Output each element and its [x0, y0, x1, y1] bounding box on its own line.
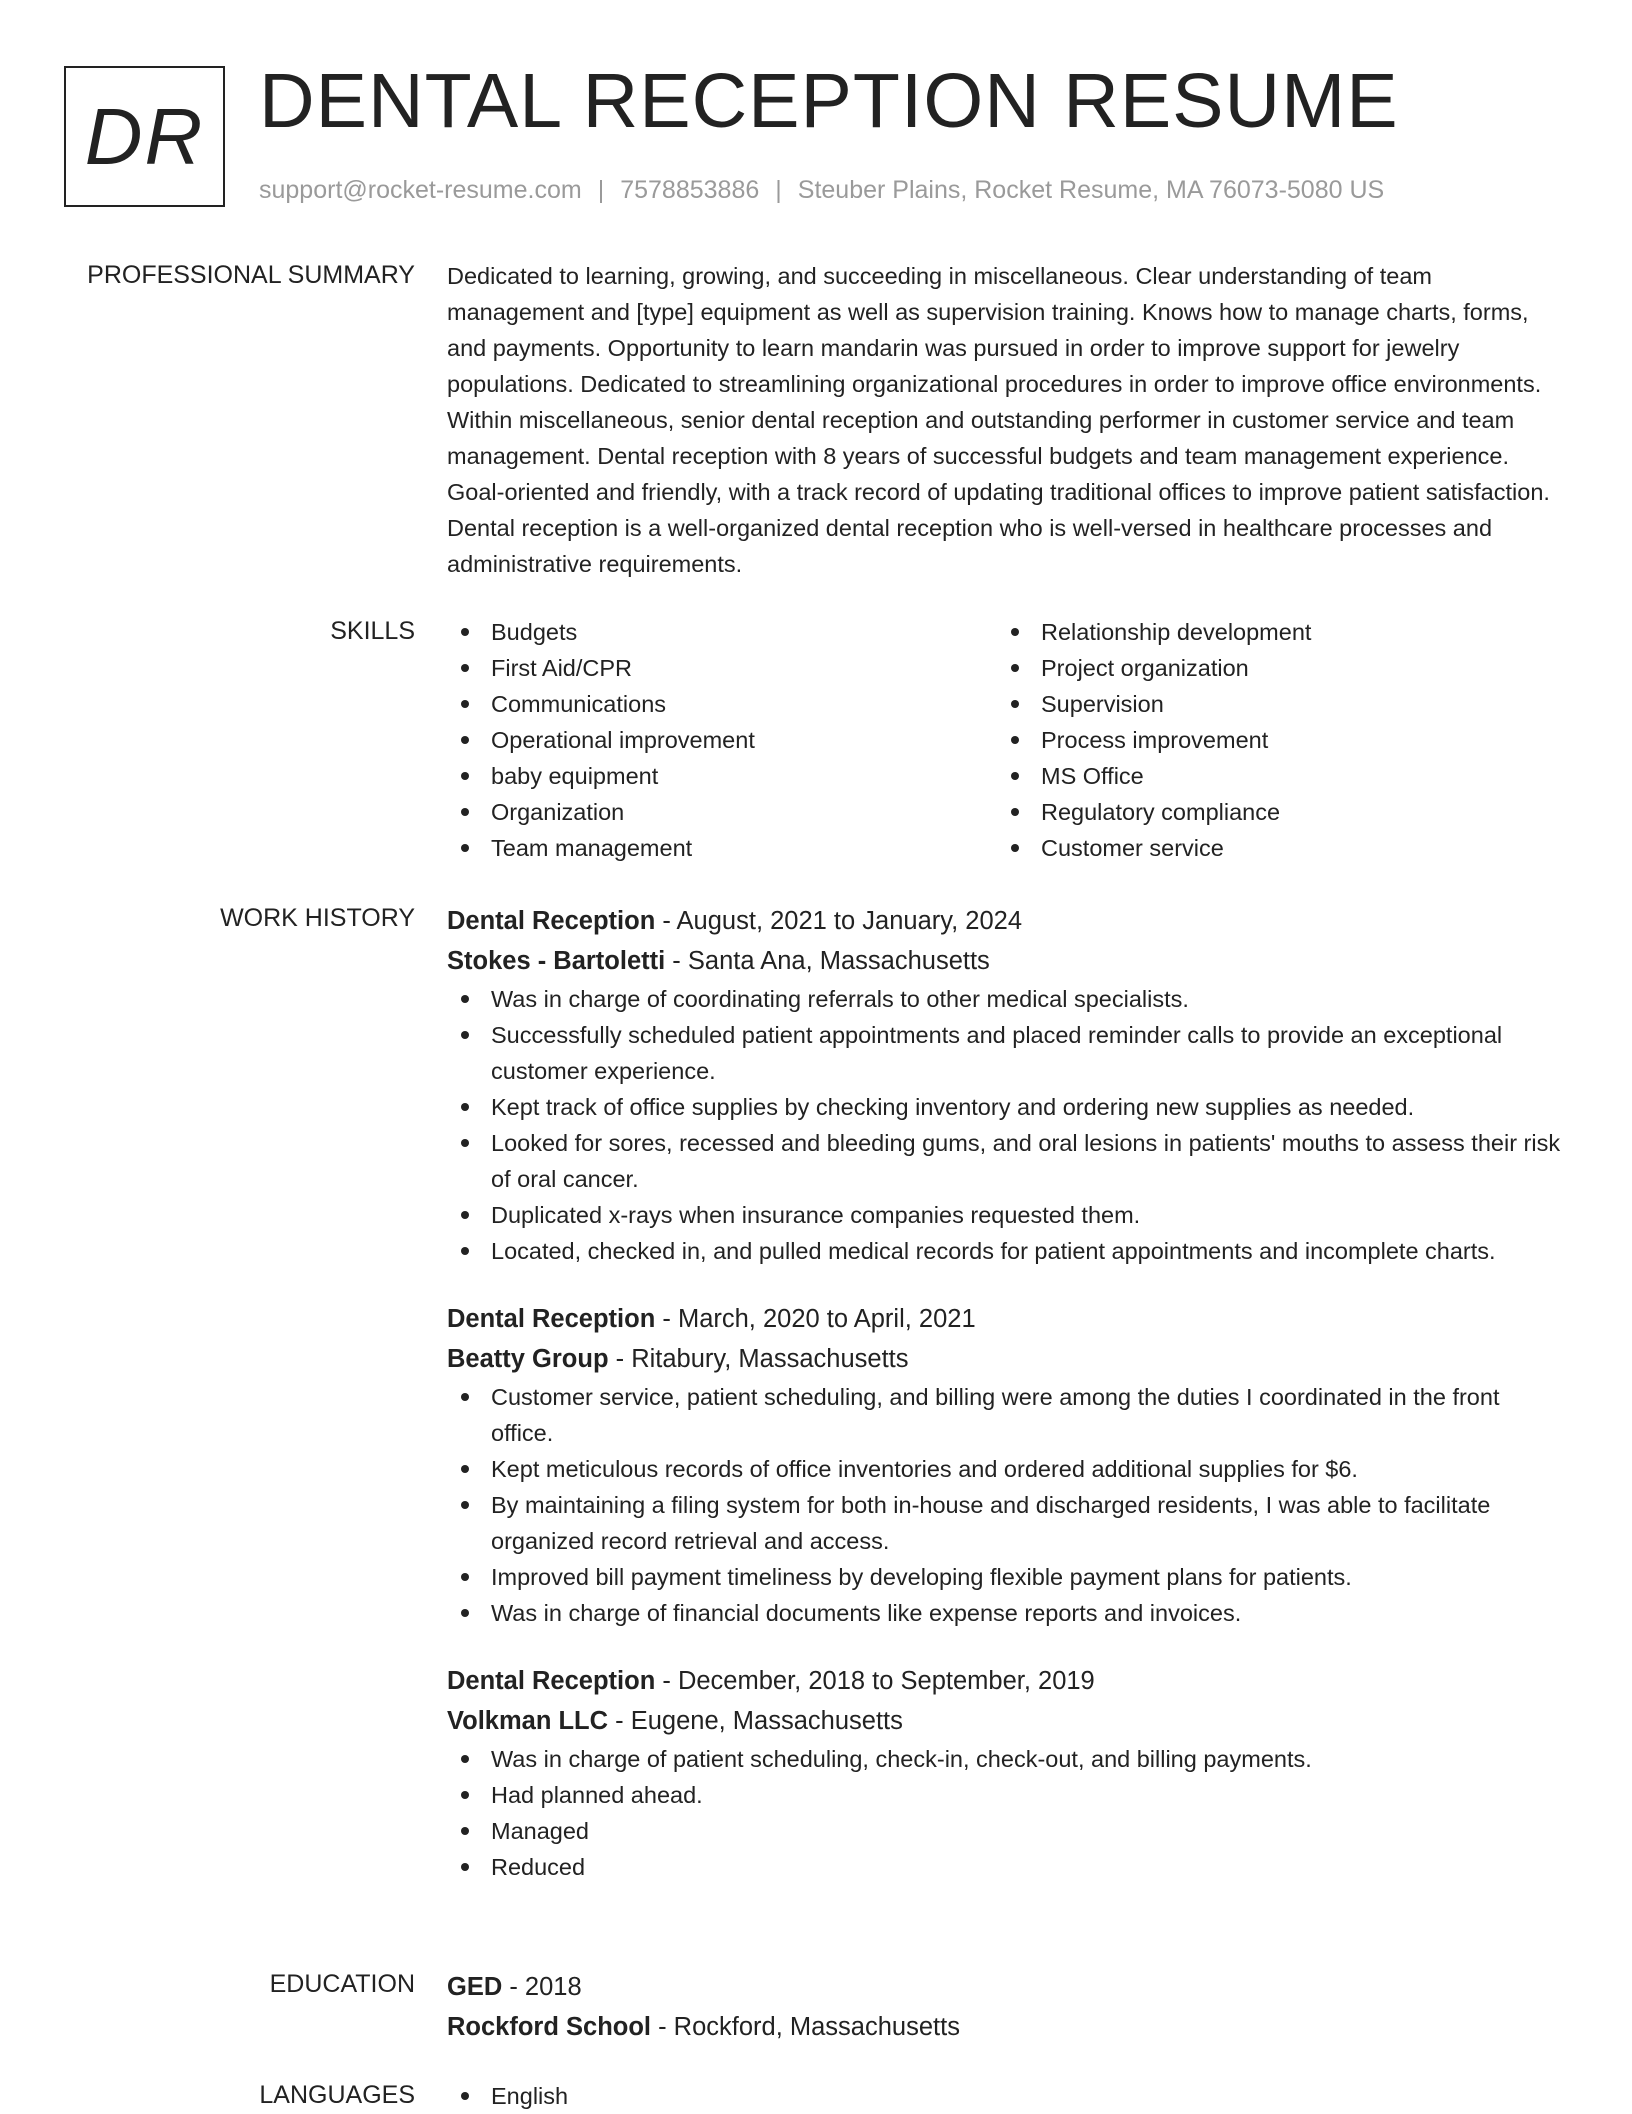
- skill-item-text: Process improvement: [1041, 727, 1269, 753]
- bullet-dot: [461, 628, 469, 636]
- job-location: - Santa Ana, Massachusetts: [665, 947, 990, 975]
- job-bullet: [447, 981, 1567, 1017]
- job-entry: [447, 1299, 1567, 1631]
- job-bullet: [447, 1233, 1567, 1269]
- bullet-dot: [461, 700, 469, 708]
- job-bullet-text: Had planned ahead.: [491, 1782, 703, 1808]
- skill-item: [997, 686, 1547, 722]
- skill-item: [447, 614, 997, 650]
- bullet-dot: [1011, 628, 1019, 636]
- job-bullet: [447, 1559, 1567, 1595]
- skill-item-text: Organization: [491, 799, 625, 825]
- job-bullet-text: Was in charge of financial documents like expense reports and invoices.: [491, 1600, 1242, 1626]
- job-company-line: [447, 1339, 1567, 1379]
- skill-item-text: Regulatory compliance: [1041, 799, 1281, 825]
- job-bullet: [447, 1487, 1567, 1559]
- skill-item: [997, 830, 1547, 866]
- work-history-heading: WORK HISTORY: [220, 904, 415, 932]
- education-location: - Rockford, Massachusetts: [651, 2013, 960, 2041]
- contact-separator: |: [597, 176, 605, 204]
- job-bullet-text: Customer service, patient scheduling, and billing were among the duties I coordinated in the front office.: [491, 1384, 1500, 1446]
- contact-line: [259, 173, 1384, 207]
- education-school: Rockford School: [447, 2013, 652, 2041]
- skills-list-right: [997, 614, 1547, 866]
- job-company: Stokes - Bartoletti: [447, 947, 666, 975]
- bullet-dot: [1011, 736, 1019, 744]
- bullet-dot: [461, 1247, 469, 1255]
- job-title: Dental Reception: [447, 1305, 656, 1333]
- skill-item-text: baby equipment: [491, 763, 659, 789]
- job-bullet-text: Improved bill payment timeliness by developing flexible payment plans for patients.: [491, 1564, 1352, 1590]
- skill-item: [447, 830, 997, 866]
- work-history-list: [447, 901, 1567, 1885]
- job-bullet: [447, 1849, 1567, 1885]
- summary-heading: PROFESSIONAL SUMMARY: [87, 261, 415, 289]
- resume-title: DENTAL RECEPTION RESUME: [259, 58, 1399, 144]
- monogram-box: [64, 66, 225, 207]
- skill-item: [447, 686, 997, 722]
- skill-item-text: Operational improvement: [491, 727, 755, 753]
- skill-item-text: First Aid/CPR: [491, 655, 633, 681]
- job-company-line: [447, 941, 1567, 981]
- job-title: Dental Reception: [447, 907, 656, 935]
- bullet-dot: [1011, 700, 1019, 708]
- job-dates: - August, 2021 to January, 2024: [655, 907, 1022, 935]
- bullet-dot: [461, 1863, 469, 1871]
- education-heading: EDUCATION: [269, 1970, 415, 1998]
- contact-address: Steuber Plains, Rocket Resume, MA 76073-5080 US: [797, 176, 1385, 204]
- job-bullet: [447, 1813, 1567, 1849]
- job-bullet: [447, 1089, 1567, 1125]
- skill-item: [997, 614, 1547, 650]
- job-bullet-text: Managed: [491, 1818, 589, 1844]
- contact-phone: 7578853886: [620, 176, 760, 204]
- job-title-line: [447, 901, 1567, 941]
- bullet-dot: [461, 1609, 469, 1617]
- skill-item-text: Customer service: [1041, 835, 1224, 861]
- job-bullet: [447, 1197, 1567, 1233]
- bullet-dot: [461, 1139, 469, 1147]
- job-title-line: [447, 1299, 1567, 1339]
- summary-text: Dedicated to learning, growing, and succeeding in miscellaneous. Clear understanding of team management and [type] equipment as well as supervision training. Knows how to manage charts, forms, and payments. Opportunity to learn mandarin was pursued in order to improve support for jewelry populations. Dedicated to streamlining organizational procedures in order to improve office environments. Within miscellaneous, senior dental reception and outstanding performer in customer service and team management. Dental reception with 8 years of successful budgets and team management experience. Goal-oriented and friendly, with a track record of updating traditional offices to improve patient satisfaction. Dental reception is a well-organized dental reception who is well-versed in healthcare processes and administrative requirements.: [447, 263, 1550, 577]
- job-title: Dental Reception: [447, 1667, 656, 1695]
- monogram-initials: DR: [84, 91, 205, 181]
- job-bullet: [447, 1741, 1567, 1777]
- bullet-dot: [461, 664, 469, 672]
- languages-list: [447, 2078, 1567, 2114]
- language-item-text: English: [491, 2083, 569, 2109]
- bullet-dot: [1011, 844, 1019, 852]
- job-bullet: [447, 1017, 1567, 1089]
- bullet-dot: [461, 1393, 469, 1401]
- job-company: Volkman LLC: [447, 1707, 609, 1735]
- job-entry: [447, 1661, 1567, 1885]
- job-company-line: [447, 1701, 1567, 1741]
- contact-separator: |: [775, 176, 782, 204]
- skill-item-text: Project organization: [1041, 655, 1249, 681]
- education-school-line: [447, 2007, 1567, 2047]
- language-item: [447, 2078, 1567, 2114]
- bullet-dot: [461, 808, 469, 816]
- contact-email: support@rocket-resume.com: [259, 176, 582, 204]
- bullet-dot: [461, 844, 469, 852]
- languages-heading: LANGUAGES: [259, 2081, 415, 2109]
- skill-item: [997, 722, 1547, 758]
- skill-item: [447, 722, 997, 758]
- skills-heading: SKILLS: [330, 617, 415, 645]
- skill-item: [447, 758, 997, 794]
- job-bullet-text: Was in charge of patient scheduling, check-in, check-out, and billing payments.: [491, 1746, 1312, 1772]
- job-bullet-text: Duplicated x-rays when insurance companies requested them.: [491, 1202, 1141, 1228]
- skill-item-text: Relationship development: [1041, 619, 1312, 645]
- skill-item-text: Communications: [491, 691, 667, 717]
- skill-item: [447, 650, 997, 686]
- skill-item: [997, 794, 1547, 830]
- bullet-dot: [461, 1827, 469, 1835]
- skill-item: [997, 758, 1547, 794]
- skills-list-left: [447, 614, 997, 866]
- job-entry: [447, 901, 1567, 1269]
- bullet-dot: [1011, 808, 1019, 816]
- job-bullet: [447, 1595, 1567, 1631]
- bullet-dot: [461, 1791, 469, 1799]
- job-bullet-text: By maintaining a filing system for both in-house and discharged residents, I was able to facilitate organized record retrieval and access.: [491, 1492, 1491, 1554]
- bullet-dot: [461, 1573, 469, 1581]
- job-bullet-text: Located, checked in, and pulled medical records for patient appointments and incomplete charts.: [491, 1238, 1496, 1264]
- bullet-dot: [1011, 772, 1019, 780]
- job-bullet: [447, 1777, 1567, 1813]
- job-location: - Ritabury, Massachusetts: [608, 1345, 909, 1373]
- bullet-dot: [461, 736, 469, 744]
- job-bullet-text: Kept track of office supplies by checking inventory and ordering new supplies as needed.: [491, 1094, 1415, 1120]
- bullet-dot: [461, 995, 469, 1003]
- job-bullet-list: [447, 1741, 1567, 1885]
- skill-item: [997, 650, 1547, 686]
- job-bullet-text: Looked for sores, recessed and bleeding gums, and oral lesions in patients' mouths to assess their risk of oral cancer.: [491, 1130, 1561, 1192]
- bullet-dot: [461, 772, 469, 780]
- job-title-line: [447, 1661, 1567, 1701]
- bullet-dot: [461, 1501, 469, 1509]
- bullet-dot: [461, 2092, 469, 2100]
- education-year: - 2018: [502, 1973, 582, 2001]
- skill-item-text: MS Office: [1041, 763, 1144, 789]
- job-bullet: [447, 1379, 1567, 1451]
- job-bullet-text: Kept meticulous records of office inventories and ordered additional supplies for $6.: [491, 1456, 1358, 1482]
- job-location: - Eugene, Massachusetts: [608, 1707, 903, 1735]
- skill-item: [447, 794, 997, 830]
- job-bullet-text: Was in charge of coordinating referrals to other medical specialists.: [491, 986, 1189, 1012]
- job-bullet-text: Successfully scheduled patient appointments and placed reminder calls to provide an exceptional customer experience.: [491, 1022, 1503, 1084]
- skill-item-text: Budgets: [491, 619, 578, 645]
- bullet-dot: [1011, 664, 1019, 672]
- bullet-dot: [461, 1031, 469, 1039]
- skill-item-text: Team management: [491, 835, 693, 861]
- job-dates: - March, 2020 to April, 2021: [655, 1305, 976, 1333]
- bullet-dot: [461, 1103, 469, 1111]
- job-bullet: [447, 1125, 1567, 1197]
- education-degree: GED: [447, 1973, 503, 2001]
- job-dates: - December, 2018 to September, 2019: [655, 1667, 1095, 1695]
- job-bullet: [447, 1451, 1567, 1487]
- job-bullet-text: Reduced: [491, 1854, 586, 1880]
- education-degree-line: [447, 1967, 1567, 2007]
- job-company: Beatty Group: [447, 1345, 609, 1373]
- bullet-dot: [461, 1465, 469, 1473]
- skill-item-text: Supervision: [1041, 691, 1164, 717]
- job-bullet-list: [447, 981, 1567, 1269]
- bullet-dot: [461, 1755, 469, 1763]
- bullet-dot: [461, 1211, 469, 1219]
- job-bullet-list: [447, 1379, 1567, 1631]
